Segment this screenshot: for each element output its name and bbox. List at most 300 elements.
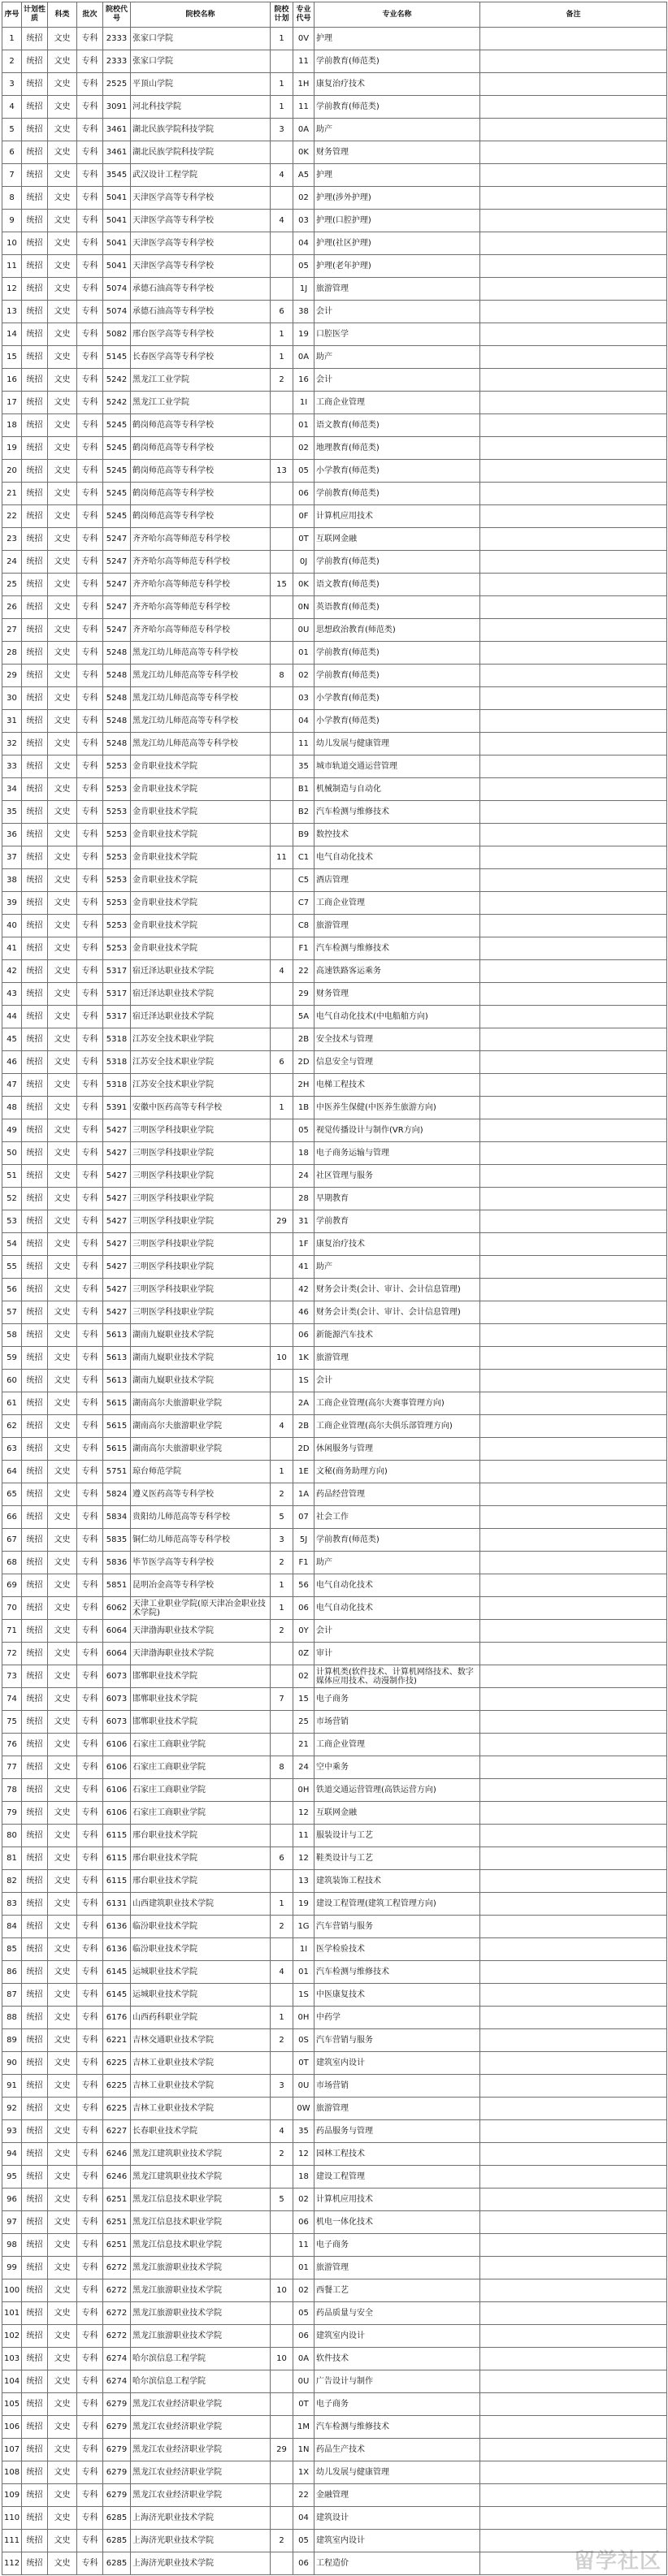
cell-plan: 统招: [22, 1438, 48, 1461]
cell-subject: 文史: [48, 2143, 77, 2166]
cell-note: [480, 2166, 667, 2189]
table-row: [2, 528, 667, 551]
cell-school: 天津医学高等专科学校: [131, 187, 271, 210]
cell-major: 护理: [314, 28, 480, 50]
cell-plan: 统招: [22, 2484, 48, 2507]
cell-code: 5427: [103, 1119, 131, 1142]
cell-plan: 统招: [22, 1165, 48, 1188]
cell-code: 5391: [103, 1097, 131, 1119]
table-row: [2, 2370, 667, 2393]
cell-plan: 统招: [22, 1051, 48, 1074]
cell-mcode: 0Y: [293, 1620, 314, 1643]
cell-batch: 专科: [77, 2461, 103, 2484]
cell-batch: 专科: [77, 2029, 103, 2052]
cell-batch: 专科: [77, 937, 103, 960]
cell-code: 5317: [103, 960, 131, 983]
table-row: [2, 2348, 667, 2370]
cell-note: [480, 1552, 667, 1574]
cell-note: [480, 733, 667, 755]
cell-subject: 文史: [48, 392, 77, 414]
cell-quota: 2: [271, 2029, 293, 2052]
cell-code: 6279: [103, 2393, 131, 2416]
cell-batch: 专科: [77, 2370, 103, 2393]
cell-subject: 文史: [48, 1802, 77, 1825]
cell-mcode: 18: [293, 1142, 314, 1165]
cell-major: 工商企业管理: [314, 392, 480, 414]
cell-batch: 专科: [77, 119, 103, 141]
cell-batch: 专科: [77, 755, 103, 778]
cell-quota: [271, 187, 293, 210]
cell-batch: 专科: [77, 824, 103, 846]
cell-code: 5253: [103, 801, 131, 824]
cell-plan: 统招: [22, 915, 48, 937]
table-row: [2, 1233, 667, 1256]
cell-major: 建筑室内设计: [314, 2325, 480, 2348]
header-subject: 科类: [48, 2, 77, 28]
cell-code: 5247: [103, 528, 131, 551]
cell-note: [480, 551, 667, 574]
cell-school: 哈尔滨信息工程学院: [131, 2370, 271, 2393]
cell-plan: 统招: [22, 1074, 48, 1097]
cell-code: 5248: [103, 665, 131, 687]
cell-mcode: 1F: [293, 1233, 314, 1256]
cell-seq: 101: [2, 2302, 22, 2325]
table-row: [2, 141, 667, 164]
cell-quota: 4: [271, 2120, 293, 2143]
cell-school: 黑龙江幼儿师范高等专科学校: [131, 665, 271, 687]
cell-note: [480, 505, 667, 528]
cell-note: [480, 1324, 667, 1347]
cell-code: 6225: [103, 2052, 131, 2075]
cell-batch: 专科: [77, 1097, 103, 1119]
cell-batch: 专科: [77, 2166, 103, 2189]
cell-code: 6131: [103, 1893, 131, 1916]
cell-code: 5427: [103, 1165, 131, 1188]
cell-quota: 2: [271, 1620, 293, 1643]
cell-batch: 专科: [77, 2279, 103, 2302]
cell-mcode: 56: [293, 1574, 314, 1597]
cell-major: 建设工程管理(建筑工程管理方向): [314, 1893, 480, 1916]
table-row: [2, 1802, 667, 1825]
cell-subject: 文史: [48, 2552, 77, 2575]
cell-seq: 4: [2, 96, 22, 119]
table-row: [2, 2552, 667, 2575]
cell-school: 鹤岗师范高等专科学校: [131, 460, 271, 483]
cell-plan: 统招: [22, 2552, 48, 2575]
table-row: [2, 2052, 667, 2075]
cell-major: 电气自动化技术: [314, 1597, 480, 1620]
cell-code: 5248: [103, 687, 131, 710]
cell-quota: [271, 414, 293, 437]
cell-quota: [271, 2370, 293, 2393]
cell-mcode: 0U: [293, 619, 314, 642]
cell-code: 6279: [103, 2461, 131, 2484]
cell-mcode: 35: [293, 755, 314, 778]
cell-batch: 专科: [77, 323, 103, 346]
table-row: [2, 255, 667, 278]
cell-major: 建筑设计: [314, 2507, 480, 2530]
cell-major: 电气自动化技术: [314, 846, 480, 869]
cell-code: 5041: [103, 255, 131, 278]
cell-plan: 统招: [22, 665, 48, 687]
cell-batch: 专科: [77, 1028, 103, 1051]
cell-seq: 27: [2, 619, 22, 642]
cell-mcode: 0V: [293, 28, 314, 50]
cell-major: 软件技术: [314, 2348, 480, 2370]
table-row: [2, 369, 667, 392]
cell-note: [480, 596, 667, 619]
table-row: [2, 1734, 667, 1756]
cell-batch: 专科: [77, 983, 103, 1006]
table-row: [2, 1006, 667, 1028]
cell-major: 金融管理: [314, 2484, 480, 2507]
cell-major: 服装设计与工艺: [314, 1825, 480, 1847]
cell-major: 市场营销: [314, 1711, 480, 1734]
cell-note: [480, 141, 667, 164]
cell-mcode: 0T: [293, 2393, 314, 2416]
cell-mcode: 03: [293, 210, 314, 232]
cell-mcode: 22: [293, 960, 314, 983]
cell-note: [480, 2279, 667, 2302]
cell-plan: 统招: [22, 1119, 48, 1142]
cell-subject: 文史: [48, 1461, 77, 1483]
cell-school: 金肯职业技术学院: [131, 869, 271, 892]
cell-quota: [271, 687, 293, 710]
cell-seq: 34: [2, 778, 22, 801]
cell-subject: 文史: [48, 1574, 77, 1597]
cell-plan: 统招: [22, 1415, 48, 1438]
cell-seq: 91: [2, 2075, 22, 2098]
cell-mcode: 29: [293, 983, 314, 1006]
cell-quota: [271, 483, 293, 505]
cell-quota: 5: [271, 1506, 293, 1529]
cell-code: 6136: [103, 1938, 131, 1961]
cell-school: 邢台职业技术学院: [131, 1847, 271, 1870]
cell-quota: 1: [271, 1597, 293, 1620]
cell-quota: 7: [271, 1688, 293, 1711]
cell-major: 旅游管理: [314, 278, 480, 301]
cell-note: [480, 2302, 667, 2325]
cell-code: 6136: [103, 1916, 131, 1938]
cell-code: 5615: [103, 1438, 131, 1461]
cell-code: 5248: [103, 642, 131, 665]
cell-batch: 专科: [77, 1779, 103, 1802]
cell-batch: 专科: [77, 846, 103, 869]
cell-mcode: 11: [293, 96, 314, 119]
cell-school: 长春医学高等专科学校: [131, 346, 271, 369]
cell-plan: 统招: [22, 1506, 48, 1529]
table-row: [2, 2393, 667, 2416]
cell-school: 运城职业技术学院: [131, 1961, 271, 1984]
cell-major: 社会工作: [314, 1506, 480, 1529]
cell-subject: 文史: [48, 619, 77, 642]
cell-mcode: 0A: [293, 119, 314, 141]
cell-school: 吉林工业职业技术学院: [131, 2075, 271, 2098]
cell-major: 电子商务: [314, 2393, 480, 2416]
cell-seq: 60: [2, 1370, 22, 1392]
cell-batch: 专科: [77, 1165, 103, 1188]
cell-subject: 文史: [48, 141, 77, 164]
table-row: [2, 1461, 667, 1483]
cell-seq: 3: [2, 73, 22, 96]
cell-major: 思想政治教育(师范类): [314, 619, 480, 642]
cell-quota: [271, 505, 293, 528]
cell-plan: 统招: [22, 2416, 48, 2439]
cell-note: [480, 164, 667, 187]
cell-batch: 专科: [77, 1301, 103, 1324]
cell-code: 6073: [103, 1665, 131, 1688]
cell-plan: 统招: [22, 1552, 48, 1574]
cell-quota: [271, 642, 293, 665]
cell-subject: 文史: [48, 2075, 77, 2098]
cell-school: 三明医学科技职业学院: [131, 1301, 271, 1324]
cell-school: 黑龙江旅游职业技术学院: [131, 2302, 271, 2325]
cell-subject: 文史: [48, 210, 77, 232]
cell-plan: 统招: [22, 1734, 48, 1756]
cell-mcode: 02: [293, 187, 314, 210]
cell-mcode: 0H: [293, 1779, 314, 1802]
cell-seq: 51: [2, 1165, 22, 1188]
cell-batch: 专科: [77, 915, 103, 937]
table-row: [2, 1392, 667, 1415]
cell-batch: 专科: [77, 2052, 103, 2075]
cell-major: 学前教育(师范类): [314, 50, 480, 73]
cell-code: 5615: [103, 1415, 131, 1438]
cell-mcode: 07: [293, 1506, 314, 1529]
cell-quota: [271, 937, 293, 960]
cell-code: 5427: [103, 1279, 131, 1301]
cell-school: 山西建筑职业技术学院: [131, 1893, 271, 1916]
cell-school: 山西药科职业学院: [131, 2007, 271, 2029]
table-row: [2, 2211, 667, 2234]
cell-batch: 专科: [77, 596, 103, 619]
cell-seq: 5: [2, 119, 22, 141]
cell-note: [480, 1825, 667, 1847]
cell-seq: 112: [2, 2552, 22, 2575]
cell-subject: 文史: [48, 960, 77, 983]
cell-school: 贵阳幼儿师范高等专科学校: [131, 1506, 271, 1529]
cell-subject: 文史: [48, 1142, 77, 1165]
cell-major: 信息安全与管理: [314, 1051, 480, 1074]
cell-mcode: C1: [293, 846, 314, 869]
cell-mcode: 12: [293, 1847, 314, 1870]
cell-seq: 68: [2, 1552, 22, 1574]
cell-major: 中医康复技术: [314, 1984, 480, 2007]
cell-plan: 统招: [22, 2189, 48, 2211]
cell-mcode: 12: [293, 2143, 314, 2166]
cell-batch: 专科: [77, 1483, 103, 1506]
cell-quota: [271, 1256, 293, 1279]
cell-school: 齐齐哈尔高等师范专科学校: [131, 596, 271, 619]
table-row: [2, 232, 667, 255]
cell-major: 工程造价: [314, 2552, 480, 2575]
table-row: [2, 1620, 667, 1643]
cell-quota: [271, 2416, 293, 2439]
cell-code: 6176: [103, 2007, 131, 2029]
cell-note: [480, 1006, 667, 1028]
cell-major: 建设工程管理: [314, 2166, 480, 2189]
cell-quota: [271, 1984, 293, 2007]
cell-note: [480, 1643, 667, 1665]
header-seq: 序号: [2, 2, 22, 28]
cell-quota: [271, 892, 293, 915]
table-row: [2, 551, 667, 574]
cell-plan: 统招: [22, 2393, 48, 2416]
cell-major: 审计: [314, 1643, 480, 1665]
cell-major: 电气自动化技术: [314, 1574, 480, 1597]
cell-mcode: 04: [293, 232, 314, 255]
table-row: [2, 2461, 667, 2484]
cell-subject: 文史: [48, 2279, 77, 2302]
cell-plan: 统招: [22, 2279, 48, 2302]
cell-subject: 文史: [48, 2416, 77, 2439]
cell-quota: [271, 2166, 293, 2189]
cell-quota: [271, 596, 293, 619]
cell-seq: 24: [2, 551, 22, 574]
table-row: [2, 596, 667, 619]
cell-major: 语文教育(师范类): [314, 574, 480, 596]
cell-mcode: 13: [293, 1870, 314, 1893]
cell-major: 学前教育(师范类): [314, 551, 480, 574]
cell-batch: 专科: [77, 1210, 103, 1233]
cell-seq: 111: [2, 2530, 22, 2552]
cell-quota: 29: [271, 1210, 293, 1233]
cell-code: 6279: [103, 2484, 131, 2507]
cell-plan: 统招: [22, 801, 48, 824]
cell-plan: 统招: [22, 2370, 48, 2393]
cell-batch: 专科: [77, 1074, 103, 1097]
cell-note: [480, 1051, 667, 1074]
table-row: [2, 2143, 667, 2166]
cell-plan: 统招: [22, 755, 48, 778]
cell-quota: [271, 619, 293, 642]
cell-major: 工商企业管理(高尔夫赛事管理方向): [314, 1392, 480, 1415]
cell-batch: 专科: [77, 2234, 103, 2257]
cell-quota: [271, 2393, 293, 2416]
cell-quota: [271, 1938, 293, 1961]
cell-batch: 专科: [77, 1643, 103, 1665]
table-row: [2, 1028, 667, 1051]
cell-school: 邯郸职业技术学院: [131, 1688, 271, 1711]
table-row: [2, 642, 667, 665]
cell-quota: [271, 2302, 293, 2325]
cell-batch: 专科: [77, 414, 103, 437]
cell-plan: 统招: [22, 2348, 48, 2370]
cell-plan: 统招: [22, 1802, 48, 1825]
cell-note: [480, 892, 667, 915]
table-row: [2, 1938, 667, 1961]
cell-note: [480, 1483, 667, 1506]
table-row: [2, 1256, 667, 1279]
table-row: [2, 28, 667, 50]
cell-note: [480, 528, 667, 551]
cell-school: 河北科技学院: [131, 96, 271, 119]
cell-major: 汽车检测与维修技术: [314, 801, 480, 824]
cell-seq: 55: [2, 1256, 22, 1279]
cell-major: 建筑装饰工程技术: [314, 1870, 480, 1893]
cell-school: 宿迁泽达职业技术学院: [131, 1006, 271, 1028]
cell-code: 6246: [103, 2143, 131, 2166]
table-row: [2, 2302, 667, 2325]
cell-quota: [271, 824, 293, 846]
cell-subject: 文史: [48, 255, 77, 278]
cell-quota: 29: [271, 2439, 293, 2461]
cell-batch: 专科: [77, 232, 103, 255]
cell-plan: 统招: [22, 1233, 48, 1256]
table-row: [2, 2166, 667, 2189]
cell-mcode: 1E: [293, 1461, 314, 1483]
cell-school: 湖南高尔夫旅游职业学院: [131, 1438, 271, 1461]
cell-mcode: 0N: [293, 596, 314, 619]
cell-note: [480, 937, 667, 960]
cell-code: 5835: [103, 1529, 131, 1552]
cell-batch: 专科: [77, 1370, 103, 1392]
cell-major: 药品服务与管理: [314, 2120, 480, 2143]
cell-batch: 专科: [77, 1233, 103, 1256]
cell-major: 计算机类(软件技术、计算机网络技术、数字媒体应用技术、动漫制作技): [314, 1665, 480, 1688]
cell-note: [480, 1665, 667, 1688]
cell-code: 5041: [103, 210, 131, 232]
cell-major: 学前教育: [314, 1210, 480, 1233]
cell-code: 5242: [103, 392, 131, 414]
cell-batch: 专科: [77, 619, 103, 642]
cell-school: 天津医学高等专科学校: [131, 210, 271, 232]
cell-subject: 文史: [48, 2484, 77, 2507]
cell-quota: 1: [271, 1574, 293, 1597]
cell-quota: 4: [271, 164, 293, 187]
cell-major: 空中乘务: [314, 1756, 480, 1779]
table-row: [2, 1665, 667, 1688]
cell-major: 休闲服务与管理: [314, 1438, 480, 1461]
cell-quota: 4: [271, 1415, 293, 1438]
cell-subject: 文史: [48, 414, 77, 437]
cell-school: 黑龙江建筑职业技术学院: [131, 2166, 271, 2189]
cell-note: [480, 1620, 667, 1643]
cell-batch: 专科: [77, 2143, 103, 2166]
cell-school: 铜仁幼儿师范高等专科学校: [131, 1529, 271, 1552]
cell-code: 6272: [103, 2257, 131, 2279]
cell-major: 视觉传播设计与制作(VR方向): [314, 1119, 480, 1142]
cell-code: 6064: [103, 1643, 131, 1665]
cell-plan: 统招: [22, 505, 48, 528]
cell-mcode: 41: [293, 1256, 314, 1279]
cell-school: 鹤岗师范高等专科学校: [131, 414, 271, 437]
cell-quota: [271, 1233, 293, 1256]
cell-subject: 文史: [48, 755, 77, 778]
cell-quota: [271, 2484, 293, 2507]
cell-code: 5253: [103, 824, 131, 846]
cell-subject: 文史: [48, 596, 77, 619]
cell-seq: 70: [2, 1597, 22, 1620]
cell-subject: 文史: [48, 574, 77, 596]
cell-seq: 30: [2, 687, 22, 710]
cell-subject: 文史: [48, 483, 77, 505]
cell-school: 齐齐哈尔高等师范专科学校: [131, 619, 271, 642]
cell-plan: 统招: [22, 2257, 48, 2279]
cell-seq: 83: [2, 1893, 22, 1916]
cell-quota: [271, 2325, 293, 2348]
cell-quota: 3: [271, 2075, 293, 2098]
cell-plan: 统招: [22, 2143, 48, 2166]
cell-school: 湖北民族学院科技学院: [131, 119, 271, 141]
cell-note: [480, 1802, 667, 1825]
cell-major: 西餐工艺: [314, 2279, 480, 2302]
table-row: [2, 574, 667, 596]
cell-seq: 86: [2, 1961, 22, 1984]
cell-plan: 统招: [22, 1938, 48, 1961]
cell-plan: 统招: [22, 164, 48, 187]
cell-major: 护理(口腔护理): [314, 210, 480, 232]
